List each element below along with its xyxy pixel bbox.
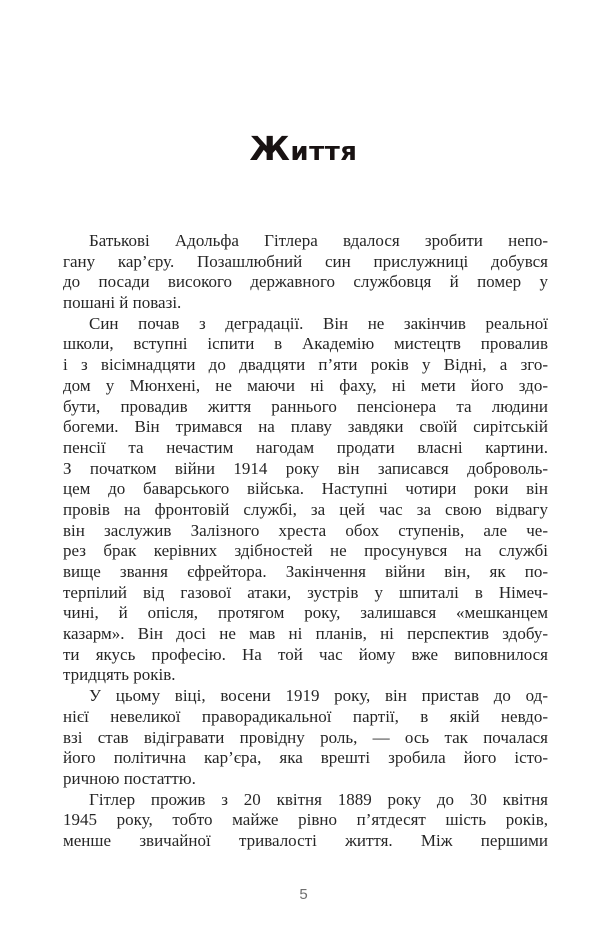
text-line: пенсії та нечастим нагодам продати власні картини. (63, 437, 548, 457)
text-line: він заслужив Залізного хреста обох ступенів, але че- (63, 520, 548, 540)
chapter-title-initial: Ж (249, 129, 291, 168)
text-line: взі став відігравати провідну роль, — ось так почалася (63, 727, 548, 747)
text-line: Гітлер прожив з 20 квітня 1889 року до 30 квітня (89, 789, 548, 809)
text-line: бути, провадив життя раннього пенсіонера та людини (63, 396, 548, 416)
text-line: ти якусь професію. На той час йому вже виповнилося (63, 644, 548, 664)
text-line: Батькові Адольфа Гітлера вдалося зробити непо- (89, 231, 548, 250)
text-line: чині, й опісля, протягом року, залишався «мешканцем (63, 603, 548, 623)
text-line: школи, вступні іспити в Академію мистецтв провалив (63, 334, 548, 354)
text-line: цем до баварського війська. Наступні чотири роки він (63, 479, 548, 499)
text-line: до посади високого державного службовця й помер у (63, 272, 548, 292)
text-line: тридцять років. (63, 665, 176, 685)
text-line: Син почав з деградації. Він не закінчив реальної (89, 313, 548, 333)
text-line: терпілий від газової атаки, зустрів у шпиталі в Німеч- (63, 582, 548, 602)
text-line: провів на фронтовій службі, за цей час за свою відвагу (63, 499, 548, 519)
text-line: нієї невеликої праворадикальної партії, в якій невдо- (63, 706, 548, 726)
text-line: З початком війни 1914 року він записався доброволь- (63, 458, 548, 478)
text-line: дом у Мюнхені, не маючи ні фаху, ні мети його здо- (63, 375, 548, 395)
text-line: і з вісімнадцяти до двадцяти п’яти років у Відні, а зго- (63, 355, 548, 375)
text-line: богеми. Він тримався на плаву завдяки своїй сирітській (63, 417, 548, 437)
text-line: казарм». Він досі не мав ні планів, ні перспектив здобу- (63, 624, 548, 644)
text-line: У цьому віці, восени 1919 року, він пристав до од- (89, 686, 548, 706)
text-block (63, 231, 548, 852)
text-line: рез брак керівних здібностей не просунувся на службі (63, 541, 548, 561)
chapter-title (0, 131, 607, 173)
text-line: його політична кар’єра, яка врешті зробила його істо- (63, 748, 548, 768)
text-line: гану кар’єру. Позашлюбний син прислужниці добувся (63, 251, 548, 271)
text-line: пошані й повазі. (63, 293, 182, 313)
text-line: вище звання єфрейтора. Закінчення війни він, як по- (63, 562, 548, 581)
page-number: 5 (299, 886, 308, 903)
text-line: менше звичайної тривалості життя. Між першими (63, 830, 548, 850)
text-line: 1945 року, тобто майже рівно п’ятдесят шість років, (63, 810, 548, 830)
text-line: ричною постаттю. (63, 768, 196, 788)
chapter-title-rest: иття (290, 137, 358, 167)
